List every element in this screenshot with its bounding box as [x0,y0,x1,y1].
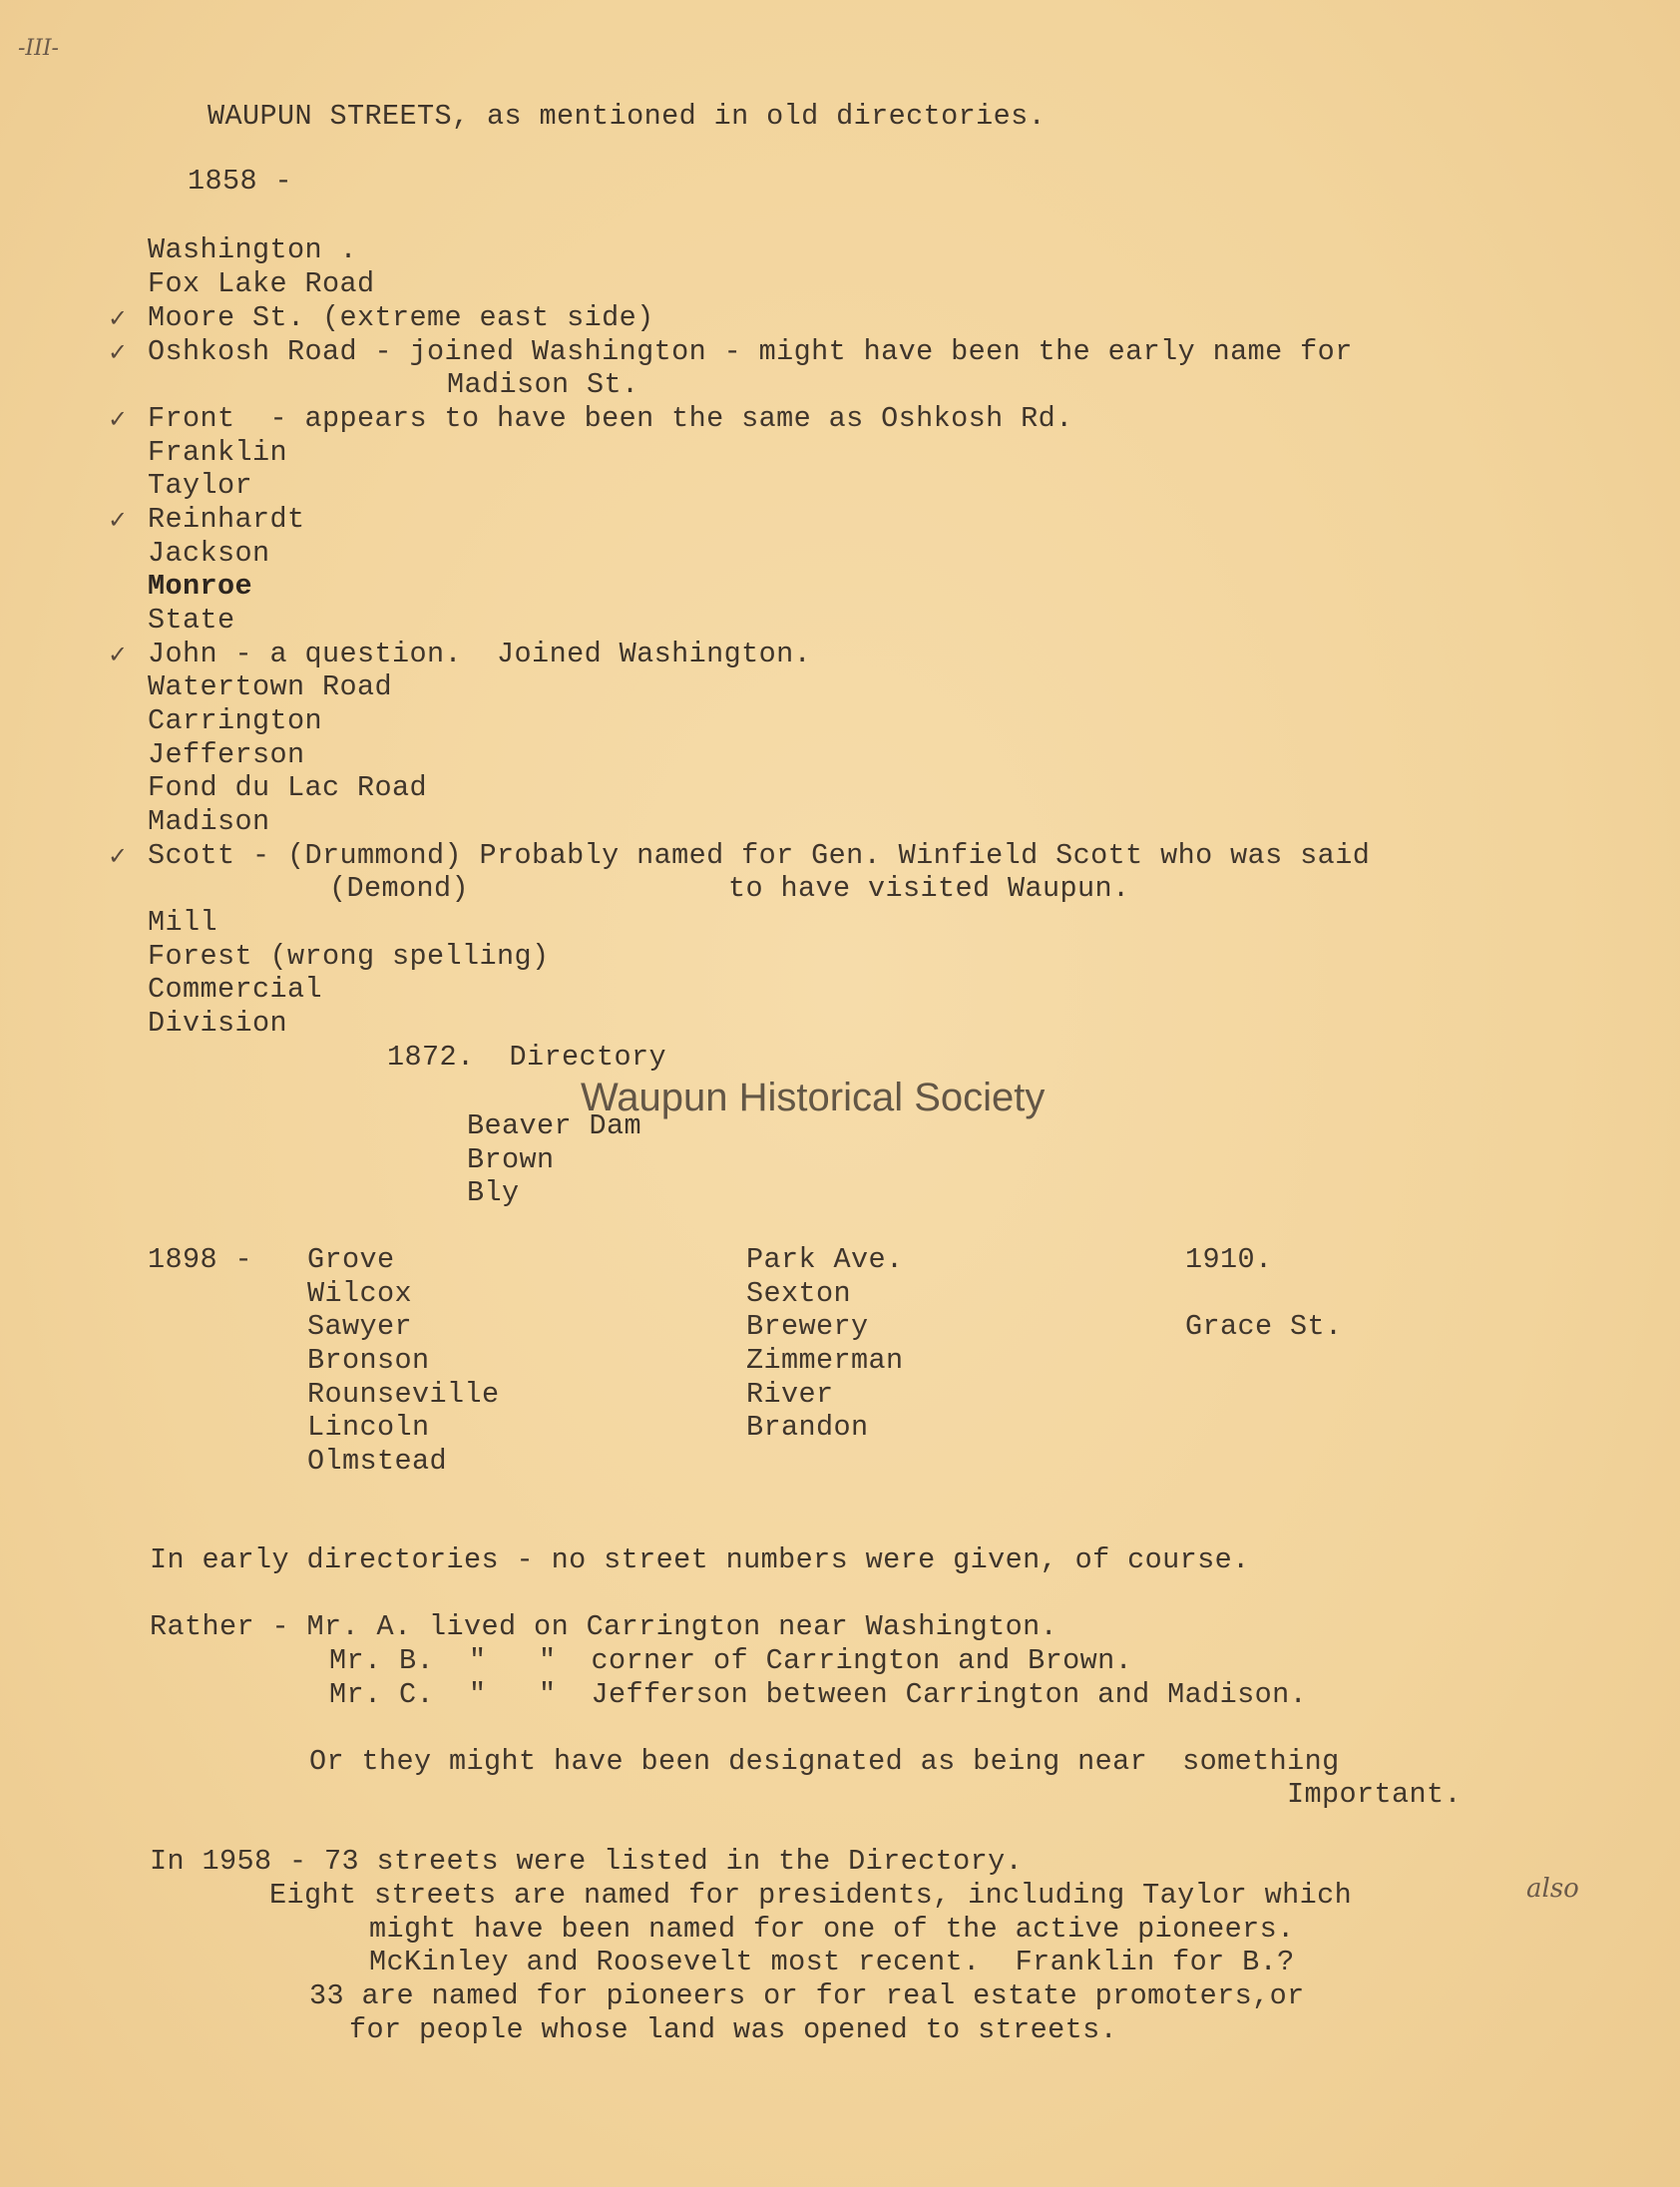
note-or-they: Or they might have been designated as being near something [309,1745,1340,1778]
street-sexton: Sexton [746,1277,852,1310]
check-mark-icon: ✓ [108,405,129,433]
street-washington: Washington . [148,233,358,266]
check-mark-icon: ✓ [108,842,129,870]
street-forest: Forest (wrong spelling) [148,940,550,973]
street-grace: Grace St. [1185,1310,1343,1343]
street-monroe: Monroe [148,570,253,603]
note-important: Important. [1287,1778,1463,1811]
street-franklin: Franklin [148,436,288,469]
street-zimmerman: Zimmerman [746,1344,904,1377]
street-beaver-dam: Beaver Dam [467,1109,642,1142]
street-lincoln: Lincoln [307,1411,430,1444]
note-1958-line-1: In 1958 - 73 streets were listed in the Directory. [150,1845,1024,1878]
street-front: Front - appears to have been the same as Oshkosh Rd. [148,402,1073,435]
street-john: John - a question. Joined Washington. [148,638,812,670]
note-1958-line-5: 33 are named for pioneers or for real estate promoters,or [309,1979,1305,2012]
street-fond-du-lac-road: Fond du Lac Road [148,771,428,804]
street-oshkosh-road: Oshkosh Road - joined Washington - might have been the early name for [148,335,1353,368]
street-wilcox: Wilcox [307,1277,413,1310]
note-1958-line-4: McKinley and Roosevelt most recent. Franklin for B.? [369,1946,1295,1978]
street-scott: Scott - (Drummond) Probably named for Gen. Winfield Scott who was said [148,839,1371,872]
street-brown: Brown [467,1143,555,1176]
corner-handwritten-mark: -III- [18,36,59,61]
street-reinhardt: Reinhardt [148,503,305,536]
street-park-ave: Park Ave. [746,1243,904,1276]
street-grove: Grove [307,1243,395,1276]
street-commercial: Commercial [148,973,323,1006]
street-bly: Bly [467,1176,520,1209]
street-bronson: Bronson [307,1344,430,1377]
street-madison: Madison [148,805,270,838]
street-oshkosh-road-continued: Madison St. [447,368,639,401]
note-rather-line-3: Mr. C. " " Jefferson between Carrington and Madison. [329,1678,1308,1711]
street-division: Division [148,1007,288,1040]
note-1958-line-6: for people whose land was opened to streets. [349,2013,1118,2046]
street-sawyer: Sawyer [307,1310,413,1343]
street-scott-alt-name: (Demond) [329,872,470,905]
watermark: Waupun Historical Society [581,1076,1046,1119]
note-early-directories: In early directories - no street numbers were given, of course. [150,1543,1250,1576]
year-1898-heading: 1898 - [148,1243,253,1276]
street-state: State [148,604,235,637]
street-jefferson: Jefferson [148,738,305,771]
street-fox-lake-road: Fox Lake Road [148,267,375,300]
street-rounseville: Rounseville [307,1378,500,1411]
street-taylor: Taylor [148,469,253,502]
note-1958-line-3: might have been named for one of the active pioneers. [369,1913,1295,1946]
check-mark-icon: ✓ [108,506,129,534]
street-olmstead: Olmstead [307,1445,448,1478]
handwritten-also: also [1526,1874,1579,1904]
check-mark-icon: ✓ [108,338,129,366]
note-rather-line-1: Rather - Mr. A. lived on Carrington near Washington. [150,1610,1058,1643]
year-1858-heading: 1858 - [188,165,293,198]
street-brandon: Brandon [746,1411,869,1444]
street-watertown-road: Watertown Road [148,670,393,703]
street-mill: Mill [148,906,218,939]
street-jackson: Jackson [148,537,270,570]
street-carrington: Carrington [148,704,323,737]
street-moore: Moore St. (extreme east side) [148,301,654,334]
document-title: WAUPUN STREETS, as mentioned in old directories. [208,100,1047,133]
note-1958-line-2: Eight streets are named for presidents, including Taylor which [269,1879,1353,1912]
street-river: River [746,1378,834,1411]
street-brewery: Brewery [746,1310,869,1343]
check-mark-icon: ✓ [108,304,129,332]
check-mark-icon: ✓ [108,641,129,668]
year-1910-heading: 1910. [1185,1243,1273,1276]
street-scott-note-continued: to have visited Waupun. [728,872,1130,905]
year-1872-heading: 1872. Directory [387,1041,667,1074]
note-rather-line-2: Mr. B. " " corner of Carrington and Brown. [329,1644,1133,1677]
